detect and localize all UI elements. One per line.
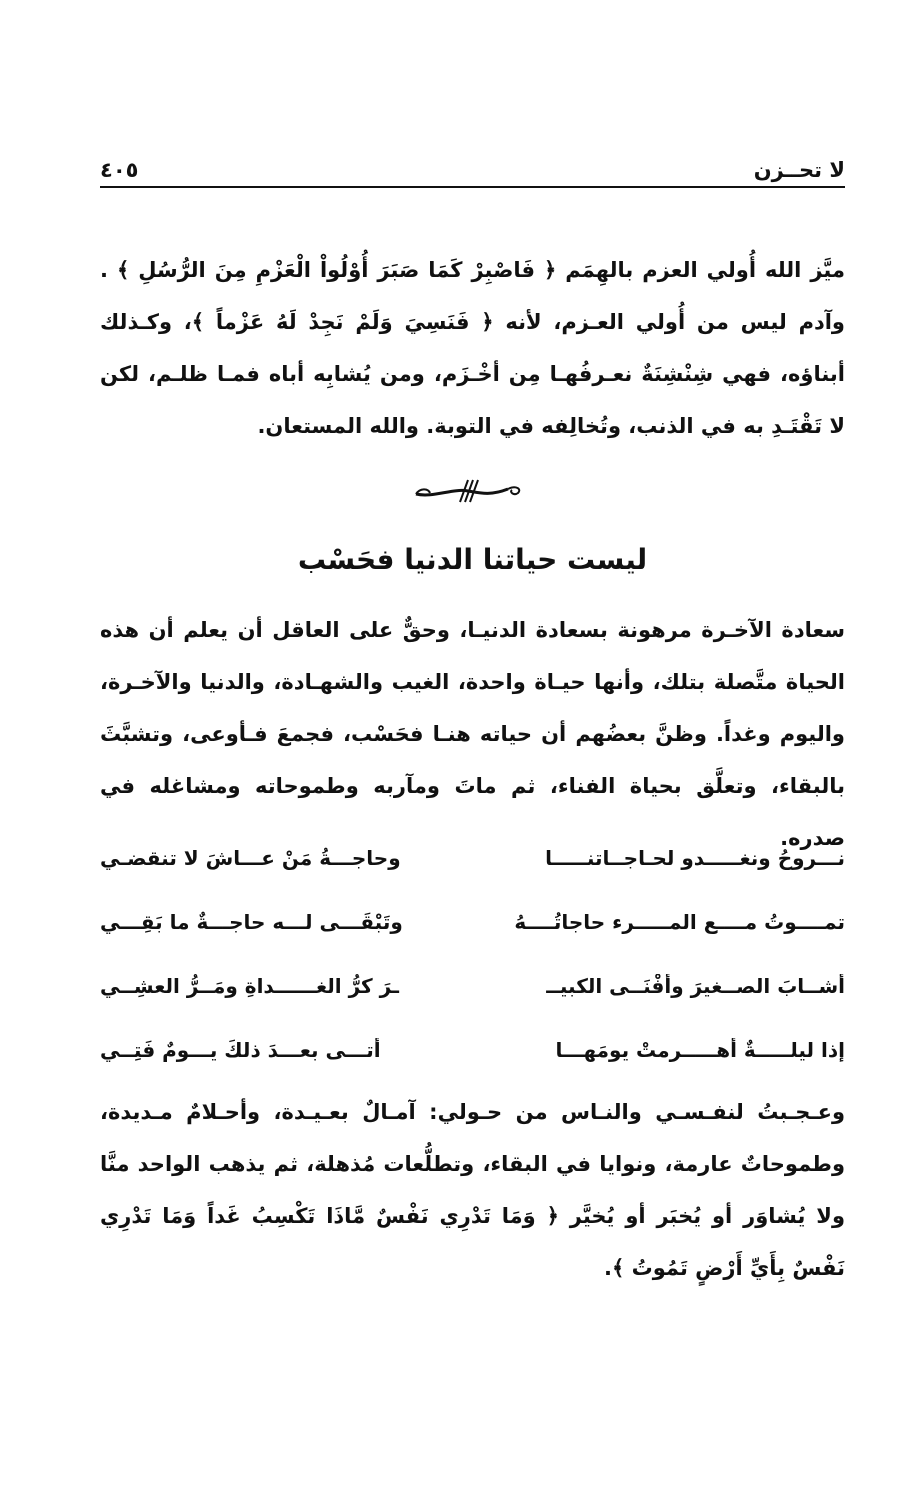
paragraph-3 bbox=[100, 1086, 845, 1294]
poem-first-hemistich: أشــابَ الصــغيرَ وأفْنَــى الكبيــ bbox=[546, 974, 845, 998]
poem-line bbox=[100, 826, 845, 890]
poem bbox=[100, 826, 845, 1082]
ornament-divider-icon bbox=[408, 474, 528, 508]
section-title: ليست حياتنا الدنيا فحَسْب bbox=[297, 543, 648, 576]
poem-second-hemistich: وتَبْقَـــى لـــه حاجـــةٌ ما بَقِـــي bbox=[100, 910, 403, 934]
poem-first-hemistich: تمــــوتُ مــــع المـــــرء حاجاتُــــهُ bbox=[514, 910, 845, 934]
poem-first-hemistich: إذا ليلـــــةٌ أهـــــرمتْ يومَهـــا bbox=[555, 1038, 845, 1062]
poem-second-hemistich: وحاجـــةُ مَنْ عـــاشَ لا تنقضـي bbox=[100, 846, 401, 870]
paragraph-2 bbox=[100, 604, 845, 864]
poem-second-hemistich: ـرَ كرُّ الغــــــداةِ ومَــرُّ العشِــي bbox=[100, 974, 399, 998]
paragraph-3-text: وعـجـبتُ لنفـسـي والنـاس من حـولي: آمـالٌ بعـيـدة، وأحـلامٌ مـديدة، وطموحاتٌ عارمة، ونوايا في البقاء، وتطلُّعات مُذهلة، ثم يذهب الواحد منَّا ولا يُشاوَر أو يُخبَر أو يُخيَّر ﴿ وَمَا تَدْرِي نَفْسٌ مَّاذَا تَكْسِبُ غَداً وَمَا تَدْرِي نَفْسٌ بِأَيِّ أَرْضٍ تَمُوتُ ﴾. bbox=[100, 1100, 845, 1280]
page-number: ٤٠٥ bbox=[100, 158, 139, 182]
poem-second-hemistich: أتـــى بعـــدَ ذلكَ يـــومٌ فَتِــي bbox=[100, 1038, 381, 1062]
page-header bbox=[100, 150, 845, 188]
poem-line bbox=[100, 890, 845, 954]
paragraph-1-text: ميَّز الله أُولي العزم بالهِمَم ﴿ فَاصْبِرْ كَمَا صَبَرَ أُوْلُواْ الْعَزْمِ مِنَ الرُّسُلِ ﴾ . وآدم ليس من أُولي العـزم، لأنه ﴿ فَنَسِيَ وَلَمْ نَجِدْ لَهُ عَزْماً ﴾، وكـذلك أبناؤه، فهي شِنْشِنَةٌ نعـرفُهـا مِن أخْـزَم، ومن يُشابِه أباه فمـا ظلـم، لكن لا تَقْتَـدِ به في الذنب، وتُخالِفه في التوبة. والله المستعان. bbox=[100, 258, 845, 438]
poem-line bbox=[100, 1018, 845, 1082]
paragraph-2-text: سعادة الآخـرة مرهونة بسعادة الدنيـا، وحقٌّ على العاقل أن يعلم أن هذه الحياة متَّصلة بتلك، وأنها حيـاة واحدة، الغيب والشهـادة، والدنيا والآخـرة، واليوم وغداً. وظنَّ بعضُهم أن حياته هنـا فحَسْب، فجمعَ فـأوعى، وتشبَّثَ بالبقاء، وتعلَّق بحياة الفناء، ثم ماتَ ومآربه وطموحاته ومشاغله في صدره. bbox=[100, 618, 845, 850]
paragraph-1 bbox=[100, 244, 845, 452]
poem-line bbox=[100, 954, 845, 1018]
book-title: لا تحــزن bbox=[753, 158, 845, 182]
poem-first-hemistich: نـــروحُ ونغـــــدو لحـاجــاتنـــــا bbox=[545, 846, 845, 870]
